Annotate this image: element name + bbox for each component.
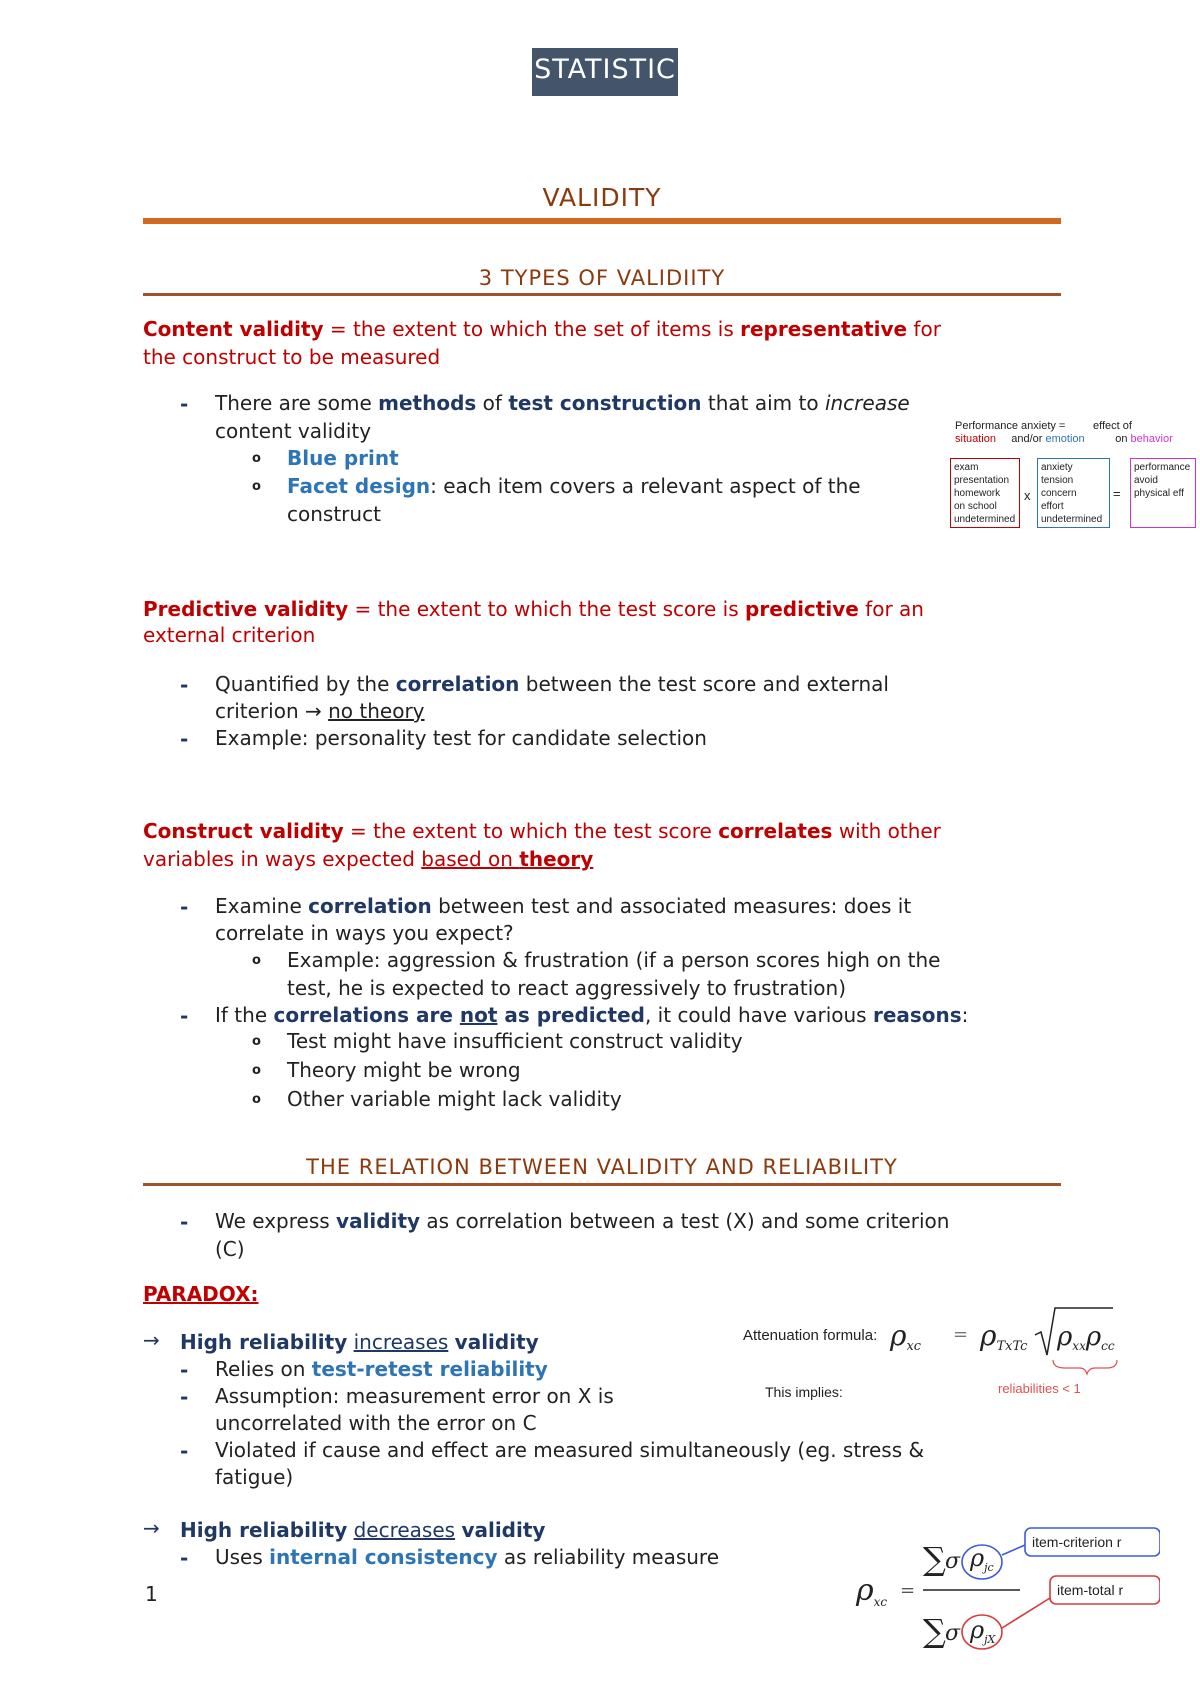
attenuation-formula-figure: [735, 1300, 1125, 1410]
increases-bullet-1: Relies on test-retest reliability: [215, 1357, 548, 1381]
figure-caption: effect of: [1093, 420, 1132, 432]
content-validity-definition-line2: the construct to be measured: [143, 345, 441, 369]
callout-pointer: [1002, 1545, 1025, 1555]
emotion-box: anxiety tension concern effort undetermined: [1037, 458, 1110, 528]
item-total-label: item-total r: [1057, 1582, 1124, 1598]
dash-bullet: -: [180, 392, 189, 416]
circle-bullet: o: [252, 1092, 261, 1107]
construct-validity-definition-line2: variables in ways expected based on theory: [143, 847, 594, 871]
construct-bullet-1-line2: correlate in ways you expect?: [215, 921, 514, 945]
dash-bullet: -: [180, 1439, 189, 1463]
content-bullet-1: There are some methods of test construction that aim to increase: [215, 391, 910, 415]
content-bullet-1-line2: content validity: [215, 419, 372, 443]
arrow-bullet: →: [143, 1328, 160, 1352]
equals-sign: =: [953, 1324, 969, 1345]
section2-heading: THE RELATION BETWEEN VALIDITY AND RELIABILITY: [306, 1155, 898, 1179]
rho-xc: $\rho_{xc}$: [856, 1573, 888, 1609]
header-tag: [532, 48, 678, 96]
circle-bullet: o: [252, 479, 261, 494]
sum-denominator: ∑: [923, 1612, 946, 1650]
predictive-bullet-2: Example: personality test for candidate selection: [215, 726, 707, 750]
reason-item: Test might have insufficient construct validity: [287, 1029, 743, 1053]
section1-heading: 3 TYPES OF VALIDIITY: [478, 266, 726, 290]
implies-label: This implies:: [765, 1384, 843, 1400]
dash-bullet: -: [180, 673, 189, 697]
rho-jx: $\rho_{jX}$: [970, 1616, 996, 1646]
item-sum-figure: [820, 1520, 1160, 1695]
paradox-label: PARADOX:: [143, 1282, 259, 1306]
construct-bullet-1: Examine correlation between test and associated measures: does it: [215, 894, 912, 918]
predictive-bullet-1: Quantified by the correlation between the test score and external: [215, 672, 889, 696]
reason-item: Theory might be wrong: [287, 1058, 521, 1082]
predictive-bullet-1-line2: criterion → no theory: [215, 699, 425, 723]
figure-caption: Performance anxiety =: [955, 420, 1066, 432]
sigma-numerator: σ: [945, 1549, 961, 1574]
high-reliability-decreases: High reliability decreases validity: [180, 1518, 546, 1542]
callout-pointer: [1002, 1598, 1050, 1628]
section1-rule: [143, 293, 1061, 296]
predictive-validity-definition-line2: external criterion: [143, 623, 316, 647]
section2-rule: [143, 1183, 1061, 1186]
behavior-box: performance avoid physical eff: [1130, 458, 1196, 528]
increases-bullet-3-line2: fatigue): [215, 1465, 294, 1489]
rho-jc: $\rho_{jc}$: [970, 1544, 994, 1574]
title-rule: [143, 218, 1061, 224]
sum-numerator: ∑: [923, 1540, 946, 1578]
dash-bullet: -: [180, 1385, 189, 1409]
content-validity-definition: Content validity = the extent to which the set of items is representative for: [143, 317, 941, 341]
high-reliability-increases: High reliability increases validity: [180, 1330, 539, 1354]
construct-bullet-2: If the correlations are not as predicted, it could have various reasons:: [215, 1003, 969, 1027]
circle-bullet: o: [252, 953, 261, 968]
rho-xc: ρxc: [890, 1319, 922, 1354]
construct-example-line2: test, he is expected to react aggressively to frustration): [287, 976, 847, 1000]
situation-box: exam presentation homework on school undetermined: [950, 458, 1020, 528]
increases-bullet-2: Assumption: measurement error on X is: [215, 1384, 614, 1408]
decreases-bullet-1: Uses internal consistency as reliability measure: [215, 1545, 720, 1569]
relation-bullet-1-line2: (C): [215, 1237, 245, 1261]
increases-bullet-3: Violated if cause and effect are measured simultaneously (eg. stress &: [215, 1438, 925, 1462]
reliabilities-label: reliabilities < 1: [998, 1381, 1081, 1396]
dash-bullet: -: [180, 727, 189, 751]
construct-example: Example: aggression & frustration (if a person scores high on the: [287, 948, 941, 972]
page-title: VALIDITY: [542, 183, 662, 212]
dash-bullet: -: [180, 1546, 189, 1570]
dash-bullet: -: [180, 1210, 189, 1234]
attenuation-label: Attenuation formula:: [743, 1327, 878, 1344]
equals-sign: =: [900, 1580, 916, 1601]
rho-true: ρTxTc: [980, 1319, 1028, 1354]
header-label: STATISTIC: [534, 54, 676, 85]
dash-bullet: -: [180, 895, 189, 919]
facet-design-item-line2: construct: [287, 502, 381, 526]
circle-bullet: o: [252, 451, 261, 466]
construct-validity-definition: Construct validity = the extent to which the test score correlates with other: [143, 819, 941, 843]
predictive-validity-definition: Predictive validity = the extent to which the test score is predictive for an: [143, 597, 924, 621]
increases-bullet-2-line2: uncorrelated with the error on C: [215, 1411, 537, 1435]
reliability-brace: [1053, 1360, 1117, 1374]
circle-bullet: o: [252, 1063, 261, 1078]
dash-bullet: -: [180, 1358, 189, 1382]
page-number: 1: [145, 1582, 158, 1606]
facet-design-figure: [945, 418, 1195, 533]
circle-bullet: o: [252, 1034, 261, 1049]
item-criterion-label: item-criterion r: [1032, 1534, 1122, 1550]
figure-caption-row: situation and/or emotion on behavior: [955, 433, 1173, 445]
blue-print-item: Blue print: [287, 446, 399, 470]
facet-design-item: Facet design: each item covers a relevant aspect of the: [287, 474, 861, 498]
relation-bullet-1: We express validity as correlation between a test (X) and some criterion: [215, 1209, 950, 1233]
rho-xx-cc: ρxxρcc: [1057, 1322, 1115, 1353]
dash-bullet: -: [180, 1004, 189, 1028]
arrow-bullet: →: [143, 1516, 160, 1540]
equals-sign: =: [1113, 486, 1121, 501]
sigma-denominator: σ: [945, 1621, 961, 1646]
times-sign: x: [1024, 488, 1031, 503]
reason-item: Other variable might lack validity: [287, 1087, 622, 1111]
